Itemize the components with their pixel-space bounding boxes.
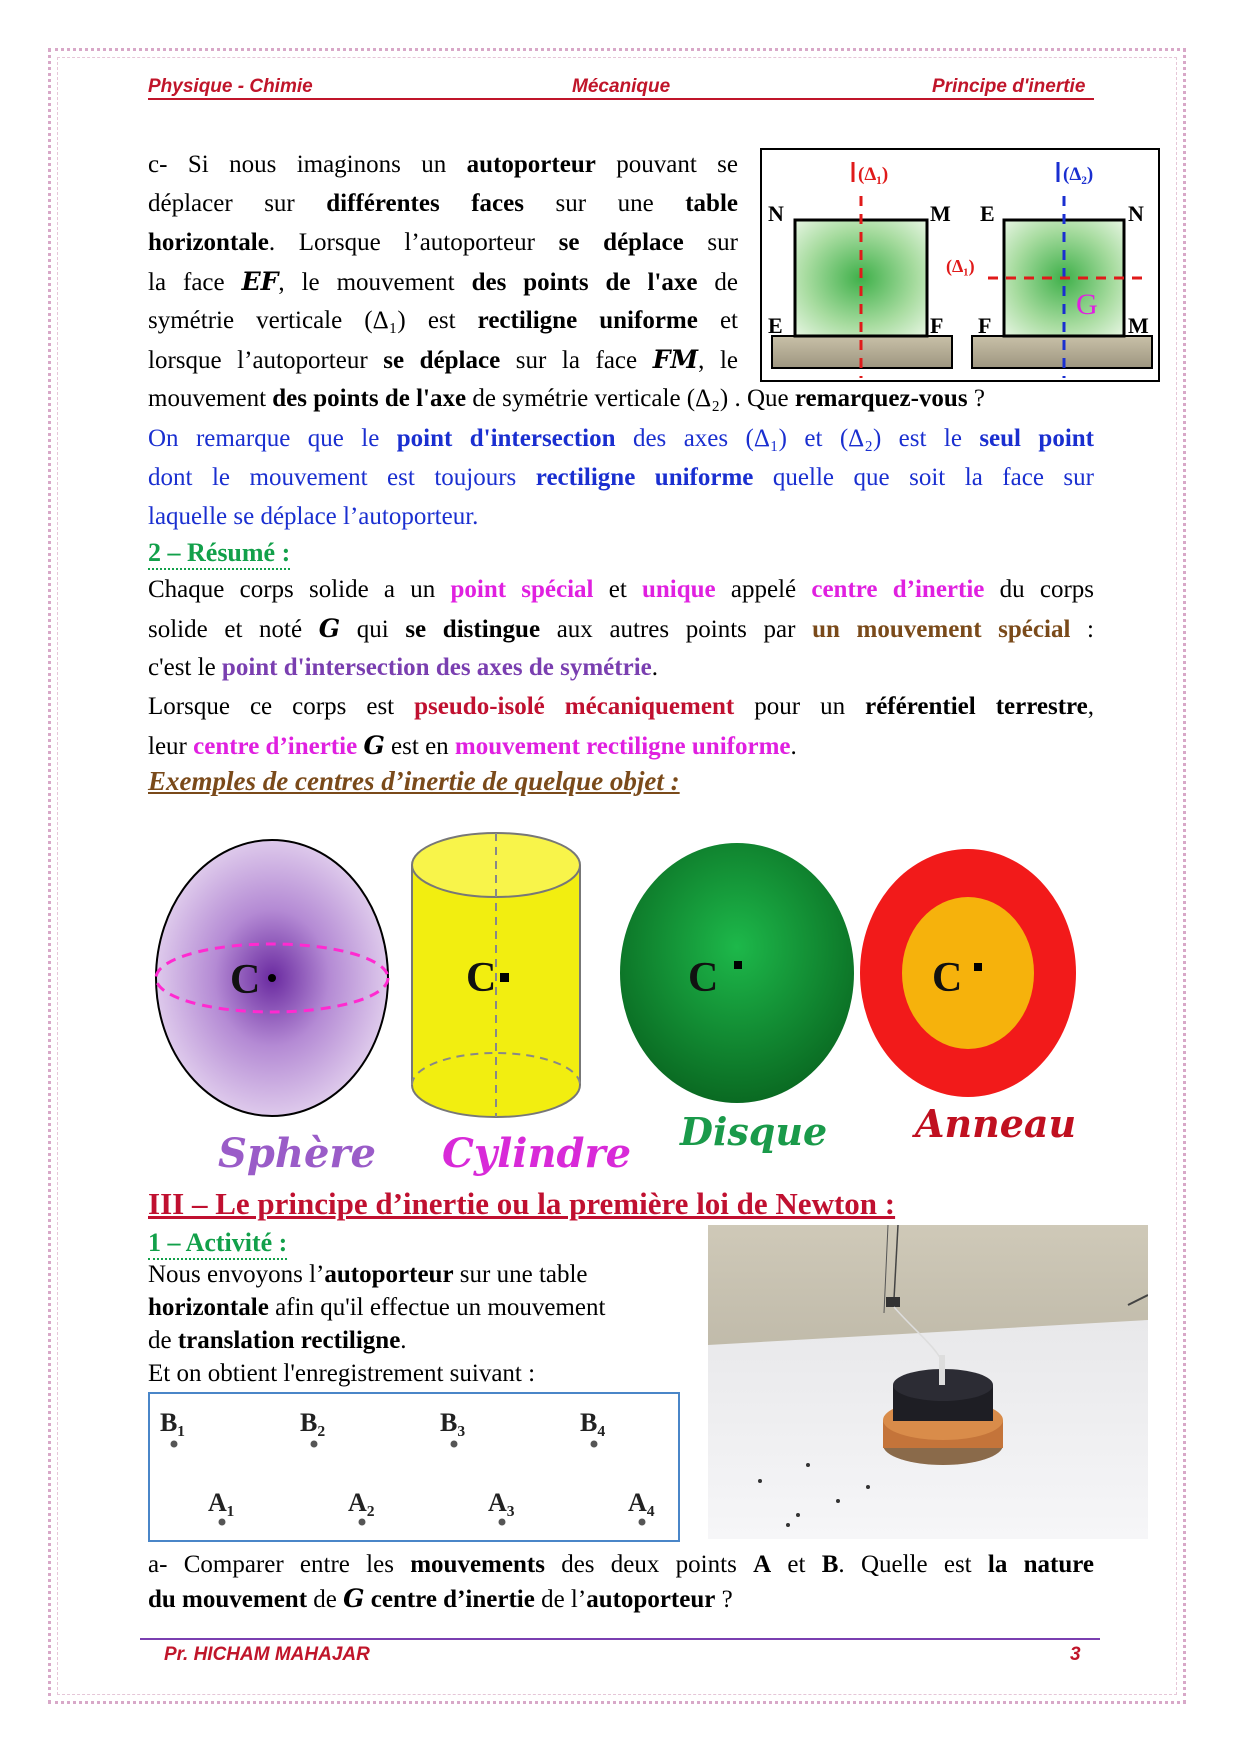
resume-title: 2 – Résumé : bbox=[148, 538, 290, 570]
activite-line-3: de translation rectiligne. bbox=[148, 1327, 407, 1354]
section-c-line-2: déplacer sur différentes faces sur une table bbox=[148, 190, 738, 217]
point-a1: A₁ bbox=[208, 1488, 235, 1517]
activite-line-4: Et on obtient l'enregistrement suivant : bbox=[148, 1360, 536, 1387]
section-c-line-1: c- Si nous imaginons un autoporteur pouvant se bbox=[148, 151, 738, 178]
ring-center-label: C bbox=[932, 955, 963, 1001]
point-a4: A₄ bbox=[628, 1488, 655, 1517]
svg-text:E: E bbox=[768, 313, 783, 338]
point-a3: A₃ bbox=[488, 1488, 515, 1517]
autoporteur-faces-figure bbox=[760, 148, 1160, 382]
activite-line-2: horizontale afin qu'il effectue un mouvement bbox=[148, 1294, 606, 1321]
centers-of-inertia-figure bbox=[150, 815, 1090, 1185]
recording-box bbox=[148, 1392, 680, 1542]
table-right bbox=[972, 336, 1152, 368]
answer-line-1: On remarque que le point d'intersection des axes (Δ₁) et (Δ₂) est le seul point bbox=[148, 425, 1094, 452]
examples-title: Exemples de centres d’inertie de quelque objet : bbox=[148, 766, 680, 796]
disk-shape bbox=[620, 843, 854, 1103]
section-3-title: III – Le principe d’inertie ou la première loi de Newton : bbox=[148, 1186, 896, 1221]
svg-text:F: F bbox=[930, 313, 944, 338]
answer-line-3: laquelle se déplace l’autoporteur. bbox=[148, 503, 479, 530]
label-delta1-top: (Δ₁) bbox=[858, 164, 889, 185]
cylinder-shape bbox=[412, 833, 580, 1117]
sphere-shape bbox=[156, 840, 388, 1116]
point-a2: A₂ bbox=[348, 1488, 375, 1517]
section-c-line-4: la face EF, le mouvement des points de l'axe de bbox=[148, 267, 739, 296]
question-a-line-1: a- Comparer entre les mouvements des deux points A et B. Quelle est la nature bbox=[148, 1551, 1094, 1578]
resume-line-5: leur centre d’inertie G est en mouvement rectiligne uniforme. bbox=[148, 731, 797, 760]
resume-line-4: Lorsque ce corps est pseudo-isolé mécaniquement pour un référentiel terrestre, bbox=[148, 693, 1095, 720]
activite-line-1: Nous envoyons l’autoporteur sur une table bbox=[148, 1261, 588, 1288]
disk-center-label: C bbox=[688, 955, 719, 1001]
svg-text:M: M bbox=[1128, 313, 1149, 338]
svg-text:F: F bbox=[978, 313, 992, 338]
footer-rule bbox=[140, 1638, 1100, 1640]
label-delta2-top: (Δ₂) bbox=[1063, 164, 1094, 185]
section-c-line-3: horizontale. Lorsque l’autoporteur se déplace sur bbox=[148, 229, 738, 256]
header-subject: Physique - Chimie bbox=[148, 76, 313, 97]
label-delta1-right: (Δ₁) bbox=[946, 256, 975, 276]
page-number: 3 bbox=[1070, 1644, 1081, 1665]
activite-title: 1 – Activité : bbox=[148, 1228, 287, 1260]
label-disk: Disque bbox=[680, 1109, 828, 1154]
autoporteur-photo bbox=[708, 1225, 1148, 1539]
svg-text:N: N bbox=[768, 201, 784, 226]
resume-line-3: c'est le point d'intersection des axes de symétrie. bbox=[148, 654, 658, 681]
footer-author: Pr. HICHAM MAHAJAR bbox=[164, 1644, 370, 1665]
section-c-line-5: symétrie verticale (Δ₁) est rectiligne uniforme et bbox=[148, 307, 738, 334]
point-b4: B₄ bbox=[580, 1408, 606, 1437]
svg-text:N: N bbox=[1128, 201, 1144, 226]
cylinder-center-label: C bbox=[466, 955, 497, 1001]
point-b1: B₁ bbox=[160, 1408, 186, 1437]
point-b2: B₂ bbox=[300, 1408, 326, 1437]
header-topic: Principe d'inertie bbox=[932, 76, 1086, 97]
header-rule bbox=[148, 98, 1094, 100]
question-a-line-2: du mouvement de G centre d’inertie de l’autoporteur ? bbox=[148, 1584, 733, 1613]
ring-shape bbox=[860, 849, 1076, 1097]
sphere-center-label: C bbox=[230, 957, 261, 1003]
section-c-line-7: mouvement des points de l'axe de symétrie verticale (Δ₂) . Que remarquez-vous ? bbox=[148, 385, 985, 412]
resume-line-2: solide et noté G qui se distingue aux autres points par un mouvement spécial : bbox=[148, 614, 1094, 643]
label-g: G bbox=[1076, 288, 1098, 321]
label-sphere: Sphère bbox=[218, 1130, 376, 1177]
point-b3: B₃ bbox=[440, 1408, 466, 1437]
label-ring: Anneau bbox=[915, 1101, 1077, 1146]
header-chapter: Mécanique bbox=[572, 76, 671, 97]
resume-line-1: Chaque corps solide a un point spécial et unique appelé centre d’inertie du corps bbox=[148, 576, 1094, 603]
answer-line-2: dont le mouvement est toujours rectiligne uniforme quelle que soit la face sur bbox=[148, 464, 1094, 491]
svg-text:M: M bbox=[930, 201, 951, 226]
svg-text:E: E bbox=[980, 201, 995, 226]
label-cylinder: Cylindre bbox=[442, 1130, 632, 1177]
section-c-line-6: lorsque l’autoporteur se déplace sur la face FM, le bbox=[148, 345, 738, 374]
